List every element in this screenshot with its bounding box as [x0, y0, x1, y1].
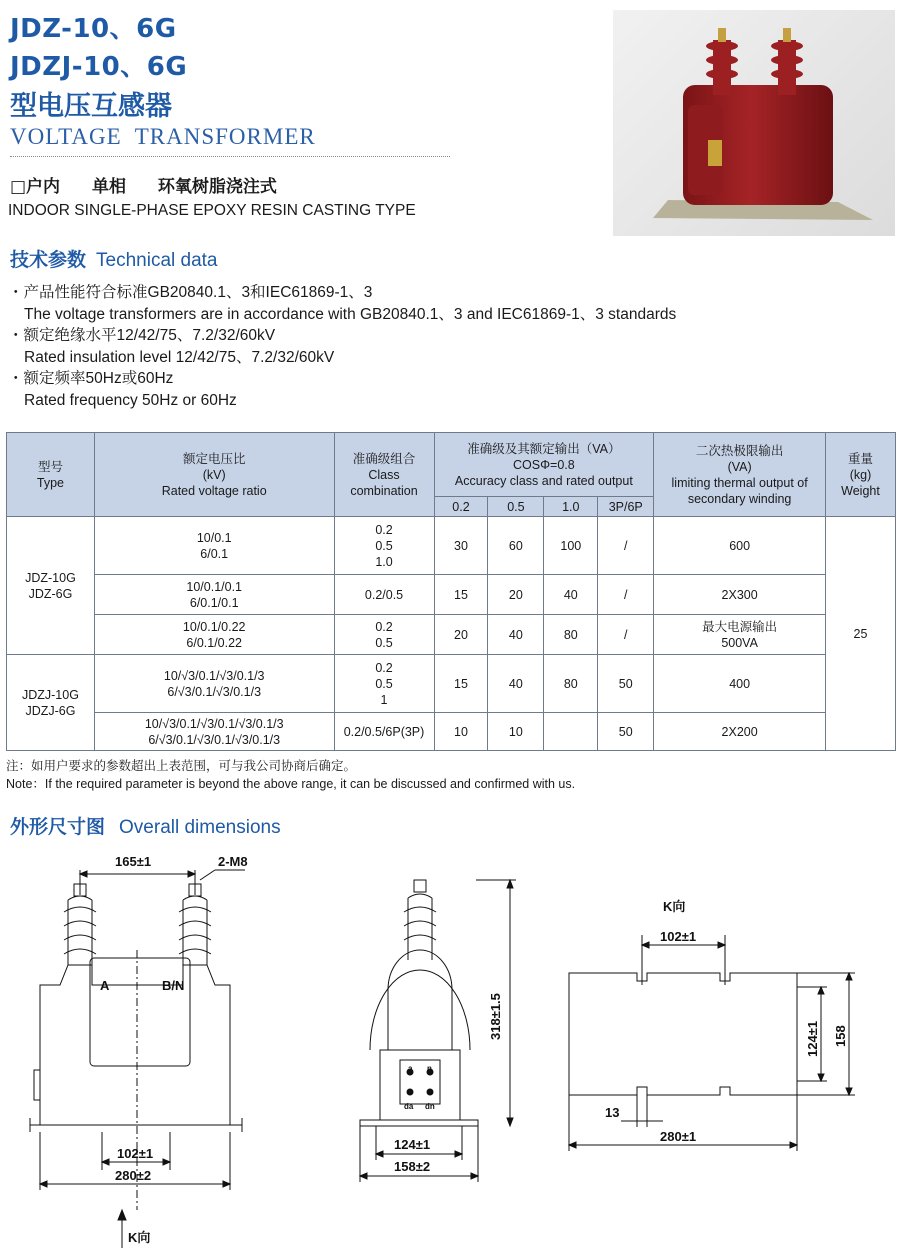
note-cn: 注：如用户要求的参数超出上表范围，可与我公司协商后确定。: [6, 759, 357, 773]
value-cell: /: [598, 517, 654, 575]
value-cell: /: [598, 615, 654, 655]
class-cell: 0.2/0.5: [334, 575, 434, 615]
dim-height-inner: 124±1: [805, 1020, 820, 1057]
model-line-1: JDZ-10、6G: [10, 14, 177, 44]
weight-cell: 25: [826, 517, 896, 751]
value-cell: 100: [544, 517, 598, 575]
header-acc-3p6p: 3P/6P: [598, 497, 654, 517]
value-cell: /: [598, 575, 654, 615]
product-name-en: VOLTAGE TRANSFORMER: [10, 124, 316, 149]
dimensions-heading-en: Overall dimensions: [119, 817, 281, 838]
dim-bottom-width: 280±1: [660, 1129, 697, 1144]
value-cell: 40: [544, 575, 598, 615]
value-cell: 50: [598, 655, 654, 713]
view-arrow-k: K向: [128, 1230, 151, 1245]
thermal-cell: 400: [654, 655, 826, 713]
header-type: 型号 Type: [7, 433, 95, 517]
technical-bullets: [8, 282, 888, 411]
value-cell: 80: [544, 655, 598, 713]
ratio-cell: 10/√3/0.1/√3/0.1/√3/0.1/3 6/√3/0.1/√3/0.1/√3/0.1/3: [94, 713, 334, 751]
bottom-view-drawing: [555, 895, 875, 1155]
dim-slot-span: 102±1: [660, 929, 697, 944]
class-cell: 0.2 0.5 1.0: [334, 517, 434, 575]
table-row: [7, 713, 896, 751]
header-acc-05: 0.5: [488, 497, 544, 517]
thermal-cell: 2X300: [654, 575, 826, 615]
divider: [10, 156, 450, 157]
type-cn: [10, 172, 277, 197]
header-class: 准确级组合 Class combination: [334, 433, 434, 517]
header-weight: 重量 (kg) Weight: [826, 433, 896, 517]
front-view-drawing: [20, 850, 280, 1250]
ratio-cell: 10/0.1/0.22 6/0.1/0.22: [94, 615, 334, 655]
value-cell: 15: [434, 575, 488, 615]
bullet-cn: ・额定绝缘水平12/42/75、7.2/32/60kV: [8, 327, 276, 344]
terminal-a: a: [408, 1064, 413, 1073]
thermal-cell: 最大电源输出 500VA: [654, 615, 826, 655]
dim-height: 318±1.5: [488, 993, 503, 1040]
dim-base-inner: 102±1: [117, 1146, 154, 1161]
terminal-dn: dn: [425, 1102, 435, 1111]
value-cell: 10: [488, 713, 544, 751]
dimensions-heading: [10, 812, 281, 839]
dim-top-span: 165±1: [115, 854, 152, 869]
dimensions-heading-cn: 外形尺寸图: [10, 816, 106, 838]
type-cn-indoor: □户内: [10, 177, 61, 197]
terminal-da: da: [404, 1102, 414, 1111]
bullet-cn: ・额定频率50Hz或60Hz: [8, 370, 174, 387]
header-acc-10: 1.0: [544, 497, 598, 517]
dim-side-outer: 158±2: [394, 1159, 431, 1174]
header-accuracy: 准确级及其额定输出（VA） COSΦ=0.8 Accuracy class and rated output: [434, 433, 654, 497]
group2-type: JDZJ-10G JDZJ-6G: [7, 655, 95, 751]
group1-type: JDZ-10G JDZ-6G: [7, 517, 95, 655]
dim-height-outer: 158: [833, 1025, 848, 1047]
ratio-cell: 10/√3/0.1/√3/0.1/3 6/√3/0.1/√3/0.1/3: [94, 655, 334, 713]
value-cell: 15: [434, 655, 488, 713]
bullet-en: The voltage transformers are in accordance with GB20840.1、3 and IEC61869-1、3 standards: [24, 305, 677, 323]
model-line-2: JDZJ-10、6G: [10, 52, 188, 82]
thermal-cell: 600: [654, 517, 826, 575]
header-acc-02: 0.2: [434, 497, 488, 517]
value-cell: 20: [434, 615, 488, 655]
type-en: INDOOR SINGLE-PHASE EPOXY RESIN CASTING TYPE: [8, 202, 416, 219]
technical-heading: [10, 245, 217, 272]
header-ratio: 额定电压比 (kV) Rated voltage ratio: [94, 433, 334, 517]
value-cell: 50: [598, 713, 654, 751]
value-cell: 20: [488, 575, 544, 615]
value-cell: 30: [434, 517, 488, 575]
label-bn: B/N: [162, 978, 185, 993]
table-row: [7, 615, 896, 655]
value-cell: 10: [434, 713, 488, 751]
type-cn-epoxy: 环氧树脂浇注式: [157, 177, 277, 197]
bullet-cn: ・产品性能符合标准GB20840.1、3和IEC61869-1、3: [8, 284, 373, 301]
thermal-cell: 2X200: [654, 713, 826, 751]
class-cell: 0.2 0.5: [334, 615, 434, 655]
value-cell: 40: [488, 655, 544, 713]
header-thermal: 二次热极限输出 (VA) limiting thermal output of secondary winding: [654, 433, 826, 517]
technical-heading-cn: 技术参数: [10, 249, 87, 271]
value-cell: 40: [488, 615, 544, 655]
technical-heading-en: Technical data: [96, 250, 218, 271]
value-cell: 80: [544, 615, 598, 655]
spec-table: [6, 432, 896, 751]
dim-base-outer: 280±2: [115, 1168, 152, 1183]
label-a: A: [100, 978, 110, 993]
table-row: [7, 655, 896, 713]
dim-slot-width: 13: [605, 1105, 620, 1120]
class-cell: 0.2/0.5/6P(3P): [334, 713, 434, 751]
dim-bolt: 2-M8: [218, 854, 248, 869]
table-row: [7, 517, 896, 575]
value-cell: [544, 713, 598, 751]
table-row: [7, 575, 896, 615]
product-photo: [613, 10, 895, 236]
note-en: Note：If the required parameter is beyond the above range, it can be discussed and confirmed with us.: [6, 777, 576, 791]
ratio-cell: 10/0.1 6/0.1: [94, 517, 334, 575]
bullet-en: Rated frequency 50Hz or 60Hz: [24, 391, 237, 409]
product-name-cn: 型电压互感器: [10, 91, 172, 122]
side-view-drawing: [350, 870, 530, 1190]
type-cn-single-phase: 单相: [91, 177, 126, 197]
class-cell: 0.2 0.5 1: [334, 655, 434, 713]
bullet-en: Rated insulation level 12/42/75、7.2/32/60kV: [24, 348, 335, 366]
value-cell: 60: [488, 517, 544, 575]
ratio-cell: 10/0.1/0.1 6/0.1/0.1: [94, 575, 334, 615]
bottom-view-title: K向: [663, 899, 686, 914]
terminal-n: n: [427, 1064, 432, 1073]
dim-side-inner: 124±1: [394, 1137, 431, 1152]
